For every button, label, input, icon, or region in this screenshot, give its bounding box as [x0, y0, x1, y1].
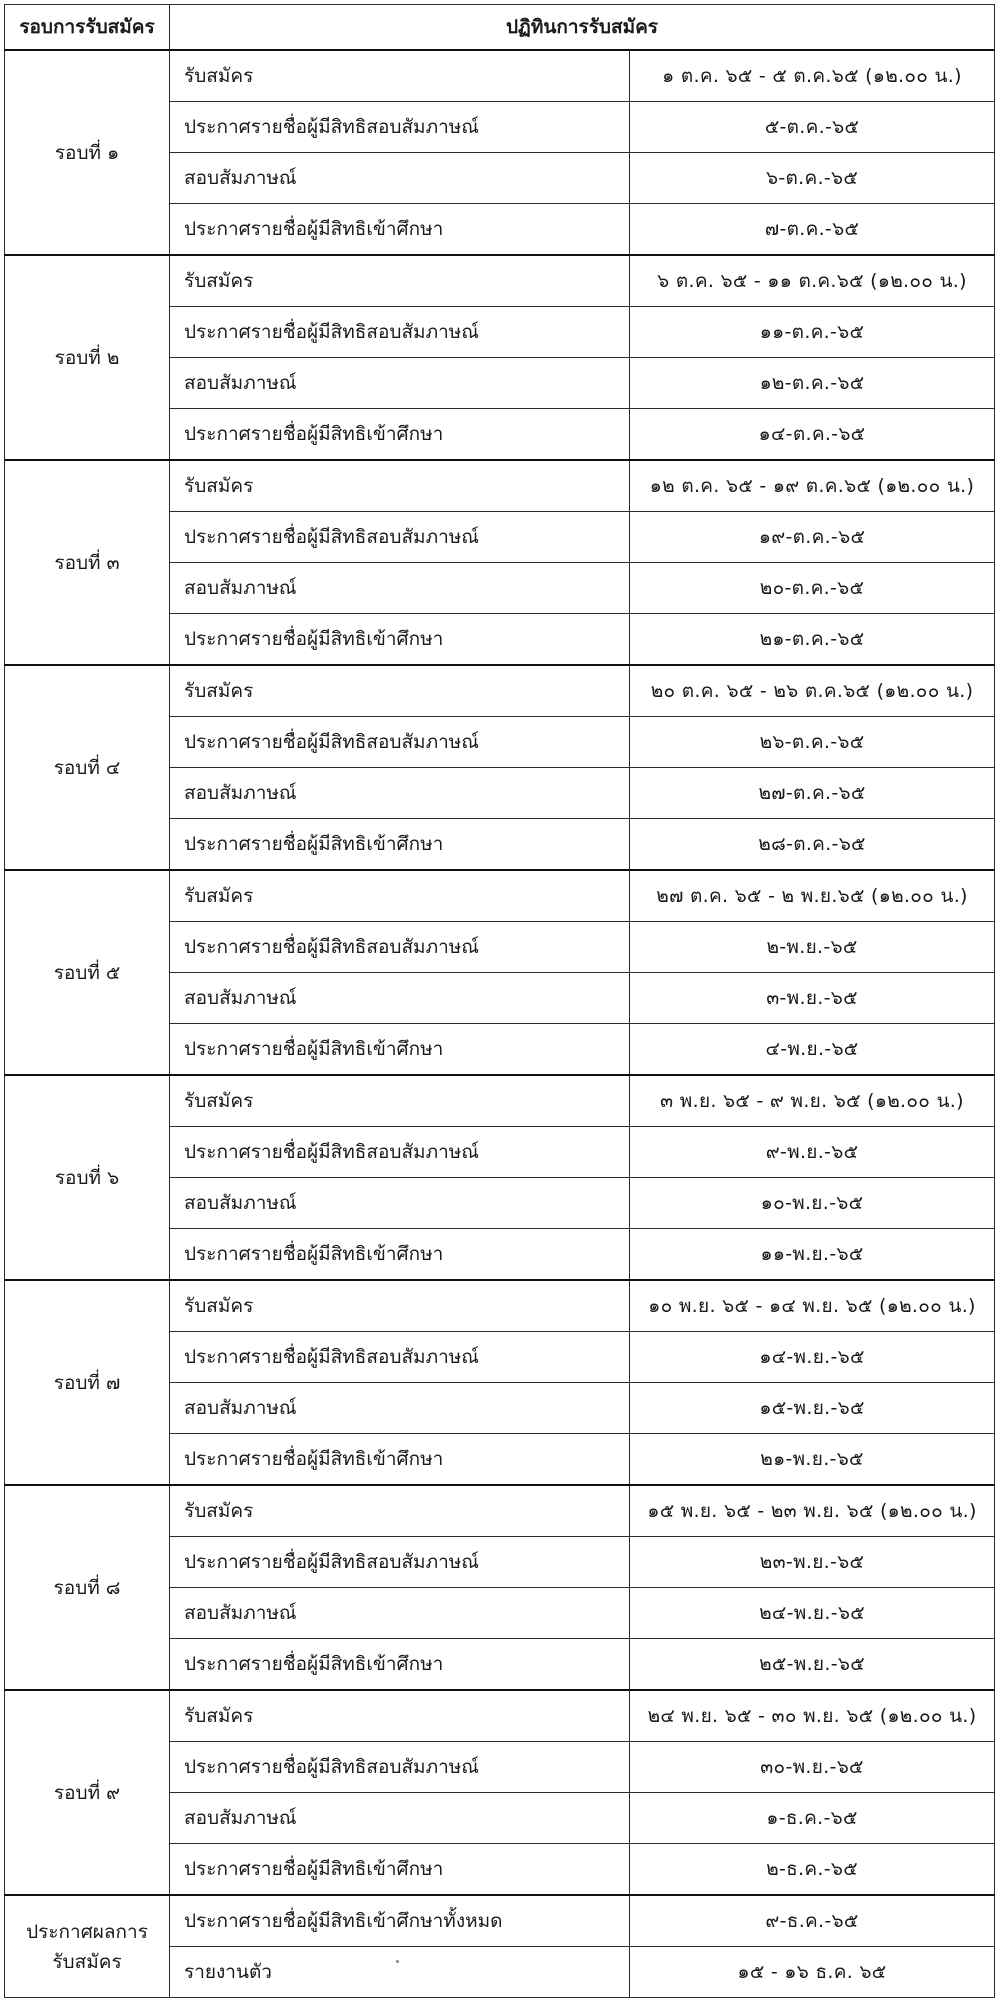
- round-label: รอบที่ ๘: [5, 1485, 170, 1690]
- round-label: รอบที่ ๓: [5, 460, 170, 665]
- activity-cell: ประกาศรายชื่อผู้มีสิทธิสอบสัมภาษณ์: [170, 307, 630, 358]
- table-row: [5, 1485, 995, 1537]
- date-cell: ๒๕-พ.ย.-๖๕: [630, 1639, 995, 1691]
- date-cell: ๒๐-ต.ค.-๖๕: [630, 563, 995, 614]
- date-cell: ๑ ต.ค. ๖๕ - ๕ ต.ค.๖๕ (๑๒.๐๐ น.): [630, 50, 995, 102]
- activity-cell: ประกาศรายชื่อผู้มีสิทธิเข้าศึกษา: [170, 1434, 630, 1486]
- activity-cell: รับสมัคร: [170, 870, 630, 922]
- date-cell: ๓ พ.ย. ๖๕ - ๙ พ.ย. ๖๕ (๑๒.๐๐ น.): [630, 1075, 995, 1127]
- table-row: [5, 460, 995, 512]
- activity-cell: ประกาศรายชื่อผู้มีสิทธิสอบสัมภาษณ์: [170, 512, 630, 563]
- activity-cell: สอบสัมภาษณ์: [170, 1793, 630, 1844]
- activity-cell: สอบสัมภาษณ์: [170, 563, 630, 614]
- table-row: [5, 1690, 995, 1742]
- activity-cell: รับสมัคร: [170, 1485, 630, 1537]
- admission-schedule-table: [4, 4, 995, 1998]
- activity-cell: ประกาศรายชื่อผู้มีสิทธิเข้าศึกษา: [170, 204, 630, 256]
- schedule-body: [5, 50, 995, 1998]
- date-cell: ๒๐ ต.ค. ๖๕ - ๒๖ ต.ค.๖๕ (๑๒.๐๐ น.): [630, 665, 995, 717]
- activity-cell: ประกาศรายชื่อผู้มีสิทธิเข้าศึกษา: [170, 409, 630, 461]
- activity-cell: ประกาศรายชื่อผู้มีสิทธิสอบสัมภาษณ์: [170, 1742, 630, 1793]
- date-cell: ๒๖-ต.ค.-๖๕: [630, 717, 995, 768]
- activity-cell: ประกาศรายชื่อผู้มีสิทธิเข้าศึกษา: [170, 819, 630, 871]
- date-cell: ๑๒ ต.ค. ๖๕ - ๑๙ ต.ค.๖๕ (๑๒.๐๐ น.): [630, 460, 995, 512]
- date-cell: ๒๘-ต.ค.-๖๕: [630, 819, 995, 871]
- date-cell: ๑๐-พ.ย.-๖๕: [630, 1178, 995, 1229]
- activity-cell: รับสมัคร: [170, 50, 630, 102]
- activity-cell: สอบสัมภาษณ์: [170, 1588, 630, 1639]
- activity-cell: สอบสัมภาษณ์: [170, 1178, 630, 1229]
- date-cell: ๙-ธ.ค.-๖๕: [630, 1895, 995, 1947]
- activity-cell: สอบสัมภาษณ์: [170, 358, 630, 409]
- header-row: [5, 5, 995, 51]
- date-cell: ๑๑-พ.ย.-๖๕: [630, 1229, 995, 1281]
- date-cell: ๑๑-ต.ค.-๖๕: [630, 307, 995, 358]
- date-cell: ๑๕ พ.ย. ๖๕ - ๒๓ พ.ย. ๖๕ (๑๒.๐๐ น.): [630, 1485, 995, 1537]
- activity-cell: ประกาศรายชื่อผู้มีสิทธิสอบสัมภาษณ์: [170, 102, 630, 153]
- table-row: [5, 1280, 995, 1332]
- activity-cell: สอบสัมภาษณ์: [170, 1383, 630, 1434]
- activity-cell: รับสมัคร: [170, 1075, 630, 1127]
- activity-cell: ประกาศรายชื่อผู้มีสิทธิเข้าศึกษา: [170, 1844, 630, 1896]
- activity-cell: ประกาศรายชื่อผู้มีสิทธิสอบสัมภาษณ์: [170, 717, 630, 768]
- round-label: รอบที่ ๔: [5, 665, 170, 870]
- activity-cell: ประกาศรายชื่อผู้มีสิทธิเข้าศึกษา: [170, 1024, 630, 1076]
- round-label: ประกาศผลการ รับสมัคร: [5, 1895, 170, 1998]
- activity-cell: รายงานตัว: [170, 1947, 630, 1998]
- activity-cell: ประกาศรายชื่อผู้มีสิทธิสอบสัมภาษณ์: [170, 1127, 630, 1178]
- date-cell: ๙-พ.ย.-๖๕: [630, 1127, 995, 1178]
- activity-cell: รับสมัคร: [170, 1280, 630, 1332]
- round-label: รอบที่ ๕: [5, 870, 170, 1075]
- date-cell: ๑๒-ต.ค.-๖๕: [630, 358, 995, 409]
- table-row: [5, 665, 995, 717]
- date-cell: ๑๕-พ.ย.-๖๕: [630, 1383, 995, 1434]
- activity-cell: สอบสัมภาษณ์: [170, 768, 630, 819]
- activity-cell: ประกาศรายชื่อผู้มีสิทธิเข้าศึกษา: [170, 1229, 630, 1281]
- activity-cell: ประกาศรายชื่อผู้มีสิทธิเข้าศึกษา: [170, 1639, 630, 1691]
- activity-cell: ประกาศรายชื่อผู้มีสิทธิสอบสัมภาษณ์: [170, 1332, 630, 1383]
- round-label: รอบที่ ๖: [5, 1075, 170, 1280]
- table-row: [5, 870, 995, 922]
- date-cell: ๑๔-ต.ค.-๖๕: [630, 409, 995, 461]
- table-row: [5, 255, 995, 307]
- activity-cell: ประกาศรายชื่อผู้มีสิทธิสอบสัมภาษณ์: [170, 1537, 630, 1588]
- date-cell: ๒๗ ต.ค. ๖๕ - ๒ พ.ย.๖๕ (๑๒.๐๐ น.): [630, 870, 995, 922]
- table-row: [5, 1895, 995, 1947]
- date-cell: ๗-ต.ค.-๖๕: [630, 204, 995, 256]
- date-cell: ๒๑-ต.ค.-๖๕: [630, 614, 995, 666]
- date-cell: ๒๔ พ.ย. ๖๕ - ๓๐ พ.ย. ๖๕ (๑๒.๐๐ น.): [630, 1690, 995, 1742]
- date-cell: ๖ ต.ค. ๖๕ - ๑๑ ต.ค.๖๕ (๑๒.๐๐ น.): [630, 255, 995, 307]
- activity-cell: รับสมัคร: [170, 460, 630, 512]
- date-cell: ๑๐ พ.ย. ๖๕ - ๑๔ พ.ย. ๖๕ (๑๒.๐๐ น.): [630, 1280, 995, 1332]
- date-cell: ๖-ต.ค.-๖๕: [630, 153, 995, 204]
- date-cell: ๒๓-พ.ย.-๖๕: [630, 1537, 995, 1588]
- date-cell: ๔-พ.ย.-๖๕: [630, 1024, 995, 1076]
- activity-cell: ประกาศรายชื่อผู้มีสิทธิเข้าศึกษาทั้งหมด: [170, 1895, 630, 1947]
- round-label: รอบที่ ๗: [5, 1280, 170, 1485]
- date-cell: ๑๕ - ๑๖ ธ.ค. ๖๕: [630, 1947, 995, 1998]
- date-cell: ๓๐-พ.ย.-๖๕: [630, 1742, 995, 1793]
- activity-cell: รับสมัคร: [170, 665, 630, 717]
- date-cell: ๓-พ.ย.-๖๕: [630, 973, 995, 1024]
- activity-cell: ประกาศรายชื่อผู้มีสิทธิสอบสัมภาษณ์: [170, 922, 630, 973]
- admission-schedule-sheet: [4, 4, 994, 1998]
- date-cell: ๑-ธ.ค.-๖๕: [630, 1793, 995, 1844]
- date-cell: ๑๔-พ.ย.-๖๕: [630, 1332, 995, 1383]
- date-cell: ๒๑-พ.ย.-๖๕: [630, 1434, 995, 1486]
- table-row: [5, 1075, 995, 1127]
- activity-cell: รับสมัคร: [170, 1690, 630, 1742]
- round-label: รอบที่ ๒: [5, 255, 170, 460]
- date-cell: ๑๙-ต.ค.-๖๕: [630, 512, 995, 563]
- date-cell: ๒๗-ต.ค.-๖๕: [630, 768, 995, 819]
- date-cell: ๒-ธ.ค.-๖๕: [630, 1844, 995, 1896]
- scan-speck: [396, 1960, 399, 1963]
- date-cell: ๕-ต.ค.-๖๕: [630, 102, 995, 153]
- table-row: [5, 50, 995, 102]
- date-cell: ๒-พ.ย.-๖๕: [630, 922, 995, 973]
- activity-cell: สอบสัมภาษณ์: [170, 153, 630, 204]
- header-schedule: ปฏิทินการรับสมัคร: [170, 5, 995, 51]
- activity-cell: ประกาศรายชื่อผู้มีสิทธิเข้าศึกษา: [170, 614, 630, 666]
- date-cell: ๒๔-พ.ย.-๖๕: [630, 1588, 995, 1639]
- activity-cell: รับสมัคร: [170, 255, 630, 307]
- round-label: รอบที่ ๙: [5, 1690, 170, 1895]
- header-round: รอบการรับสมัคร: [5, 5, 170, 51]
- activity-cell: สอบสัมภาษณ์: [170, 973, 630, 1024]
- round-label: รอบที่ ๑: [5, 50, 170, 255]
